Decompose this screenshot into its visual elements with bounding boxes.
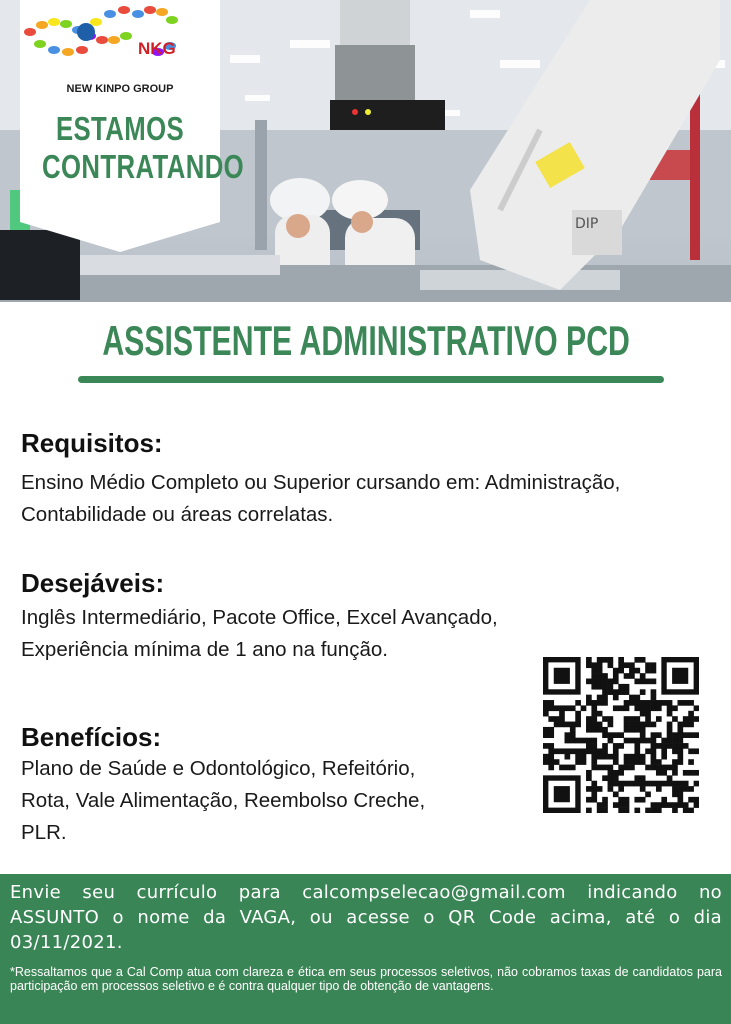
logo-text: NEW KINPO GROUP [66, 83, 174, 95]
application-instructions: Envie seu currículo para calcompselecao@gmail.com indicando no ASSUNTO o nome da VAGA, ou acesse o QR Code acima, até o dia 03/11/2021. [10, 882, 722, 953]
robot-tag: DIP [575, 216, 599, 232]
footer-banner [0, 874, 731, 1024]
requisitos-line-2: Contabilidade ou áreas correlatas. [21, 503, 334, 526]
requisitos-heading: Requisitos: [21, 428, 163, 458]
hiring-headline [42, 110, 245, 186]
headline-line-2: CONTRATANDO [42, 148, 245, 185]
desejaveis-line-1: Inglês Intermediário, Pacote Office, Excel Avançado, [21, 606, 498, 629]
beneficios-line-3: PLR. [21, 821, 67, 844]
beneficios-line-1: Plano de Saúde e Odontológico, Refeitório, [21, 757, 416, 780]
hiring-badge [20, 0, 245, 252]
headline-line-1: ESTAMOS [55, 110, 185, 147]
title-divider [78, 376, 664, 383]
job-title: ASSISTENTE ADMINISTRATIVO PCD [102, 317, 630, 364]
desejaveis-text [21, 602, 498, 666]
qr-code-icon[interactable] [543, 657, 699, 813]
desejaveis-line-2: Experiência mínima de 1 ano na função. [21, 638, 388, 661]
hero-photo [0, 0, 731, 302]
desejaveis-heading: Desejáveis: [21, 568, 165, 598]
disclaimer-text: *Ressaltamos que a Cal Comp atua com clareza e ética em seus processos seletivos, não cobramos taxas de candidatos para participação em processos seletivo e é contra qualquer tipo de obtenção de vantagens. [10, 965, 722, 993]
beneficios-heading: Benefícios: [21, 722, 162, 752]
logo-mark: NKG [138, 39, 176, 58]
beneficios-line-2: Rota, Vale Alimentação, Reembolso Creche, [21, 789, 426, 812]
beneficios-text [21, 753, 425, 849]
requisitos-line-1: Ensino Médio Completo ou Superior cursando em: Administração, [21, 471, 621, 494]
requisitos-text [21, 467, 620, 531]
